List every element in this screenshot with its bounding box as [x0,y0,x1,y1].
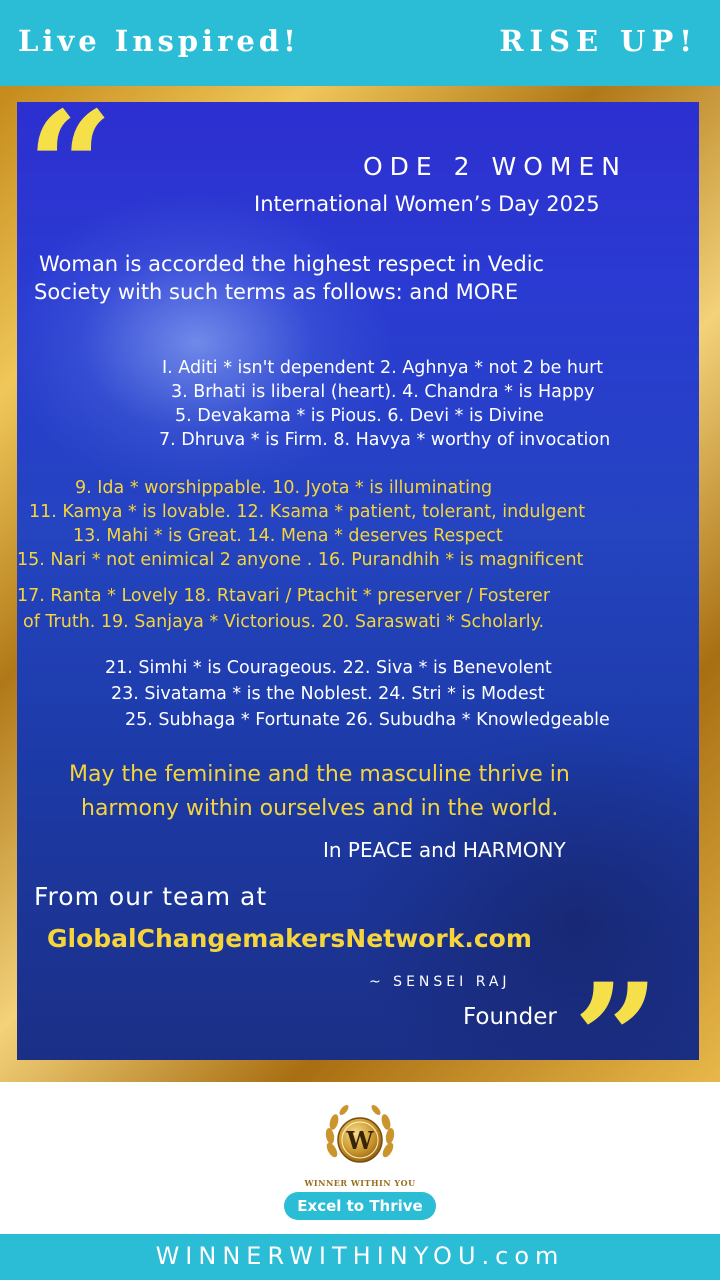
term-line: 9. Ida * worshippable. 10. Jyota * is illuminating [75,478,493,498]
term-line: 21. Simhi * is Courageous. 22. Siva * is Benevolent [105,658,552,678]
excel-to-thrive-button[interactable]: Excel to Thrive [284,1192,436,1220]
peace-harmony-text: In PEACE and HARMONY [323,838,566,862]
author-name: ~ SENSEI RAJ [369,974,511,990]
term-line: 3. Brhati is liberal (heart). 4. Chandra * is Happy [171,382,595,402]
term-line: I. Aditi * isn't dependent 2. Aghnya * not 2 be hurt [162,358,604,378]
intro-text [34,250,545,306]
open-quote-icon: “ [27,102,114,255]
gold-frame [0,86,720,1082]
brand-area [0,1082,720,1234]
term-line: 15. Nari * not enimical 2 anyone . 16. Purandhih * is magnificent [17,550,584,570]
footer-url[interactable]: WINNERWITHINYOU.com [155,1242,565,1270]
term-line: 7. Dhruva * is Firm. 8. Havya * worthy of invocation [159,430,611,450]
intro-line: Society with such terms as follows: and MORE [34,280,519,304]
term-line: 23. Sivatama * is the Noblest. 24. Stri * is Modest [111,684,545,704]
closing-message-line: harmony within ourselves and in the world. [81,796,559,821]
term-line: of Truth. 19. Sanjaya * Victorious. 20. Saraswati * Scholarly. [23,612,545,632]
bottom-banner [0,1234,720,1280]
emblem-letter: W [346,1126,374,1155]
tagline-rise-up: RISE UP! [499,24,698,58]
intro-line: Woman is accorded the highest respect in Vedic [39,252,545,276]
term-line: 17. Ranta * Lovely 18. Rtavari / Ptachit * preserver / Fosterer [17,586,551,606]
poster-title: ODE 2 WOMEN [363,152,627,181]
term-line: 11. Kamya * is lovable. 12. Ksama * patient, tolerant, indulgent [29,502,586,522]
close-quote-icon: ” [573,951,660,1060]
closing-message-line: May the feminine and the masculine thrive in [69,762,570,787]
top-banner [0,0,720,86]
term-line: 13. Mahi * is Great. 14. Mena * deserves Respect [73,526,503,546]
website-link[interactable]: GlobalChangemakersNetwork.com [47,924,532,953]
tagline-live-inspired: Live Inspired! [18,24,300,58]
winner-emblem-icon [322,1102,398,1178]
poster-panel [17,102,699,1060]
term-line: 5. Devakama * is Pious. 6. Devi * is Divine [175,406,544,426]
poster-subtitle: International Women’s Day 2025 [254,192,600,216]
term-line: 25. Subhaga * Fortunate 26. Subudha * Knowledgeable [125,710,610,730]
team-text: From our team at [34,882,268,911]
brand-name: WINNER WITHIN YOU [304,1178,416,1188]
author-role: Founder [463,1004,557,1030]
